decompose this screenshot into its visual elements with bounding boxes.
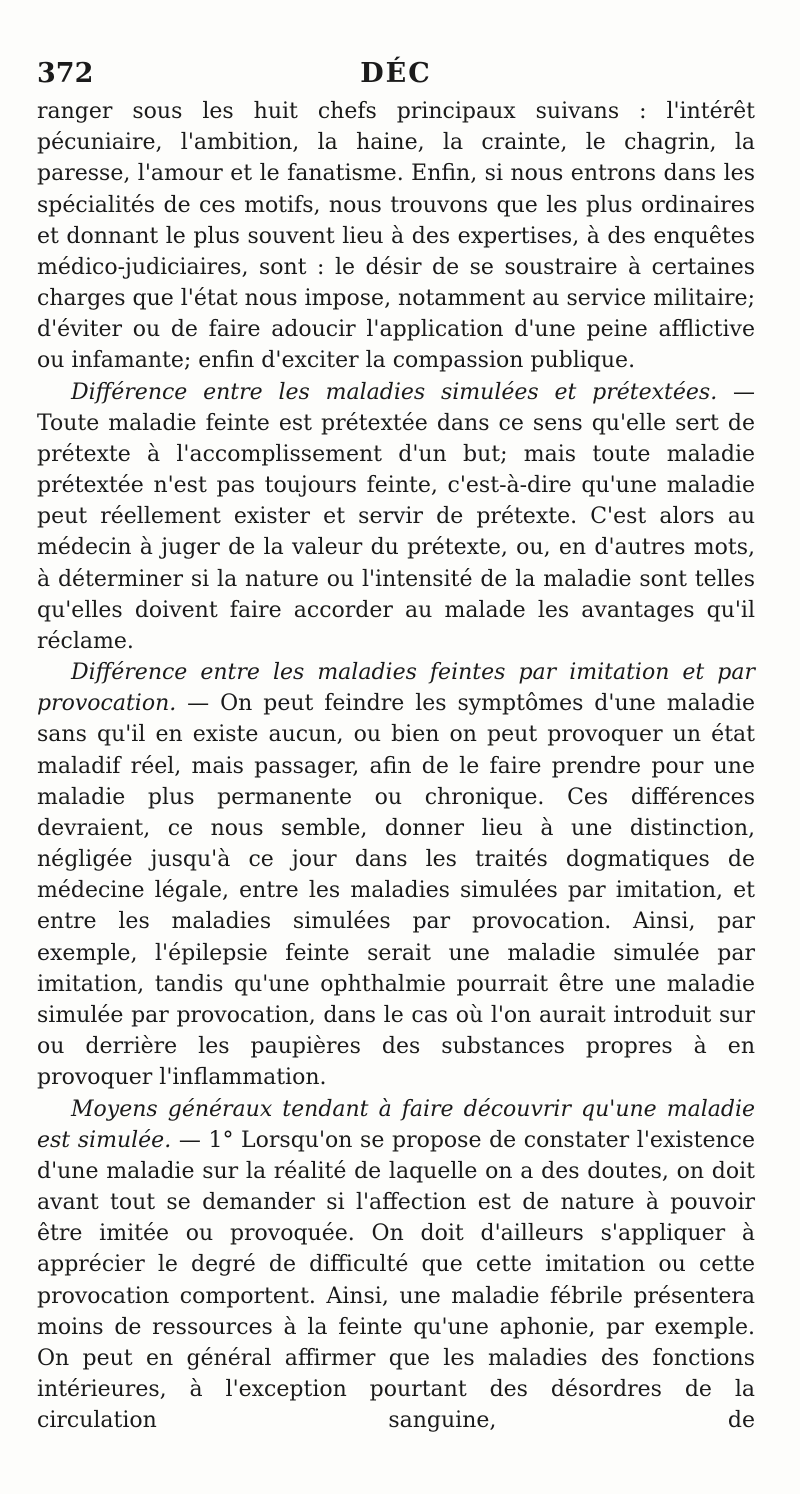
paragraph-heading: Différence entre les maladies simulées et prétextées. [71,379,718,405]
paragraph-continuation [37,96,755,377]
paragraph-heading: Moyens généraux tendant à faire découvrir qu'une maladie est simulée. [37,1096,755,1153]
paragraph-heading: Différence entre les maladies feintes par imitation et par provocation. [37,660,755,717]
paragraph-text: — 1° Lorsqu'on se propose de constater l'existence d'une maladie sur la réalité de laquelle on a des doutes, on doit avant tout se demander si l'affection est de nature à pouvoir être imitée ou provoquée. On doit d'ailleurs s'appliquer à apprécier le degré de difficulté que cette imitation ou cette provocation comportent. Ainsi, une maladie fébrile présentera moins de ressources à la feinte qu'une aphonie, par exemple. On peut en général affirmer que les maladies des fonctions intérieures, à l'exception pourtant des désordres de la circulation sanguine, de [37,1127,755,1434]
page-number: 372 [37,58,94,89]
page-header [37,58,755,96]
body-text [37,96,755,1436]
paragraph-simulees-pretextees [37,377,755,658]
paragraph-text: — Toute maladie feinte est prétextée dans ce sens qu'elle sert de prétexte à l'accomplissement d'un but; mais toute maladie prétextée n'est pas toujours feinte, c'est-à-dire qu'une maladie peut réellement exister et servir de prétexte. C'est alors au médecin à juger de la valeur du prétexte, ou, en d'autres mots, à déterminer si la nature ou l'intensité de la maladie sont telles qu'elles doivent faire accorder au malade les avantages qu'il réclame. [37,379,755,654]
paragraph-moyens-generaux [37,1094,755,1437]
paragraph-text: ranger sous les huit chefs principaux suivans : l'intérêt pécuniaire, l'ambition, la haine, la crainte, le chagrin, la paresse, l'amour et le fanatisme. Enfin, si nous entrons dans les spécialités de ces motifs, nous trouvons que les plus ordinaires et donnant le plus souvent lieu à des expertises, à des enquêtes médico-judiciaires, sont : le désir de se soustraire à certaines charges que l'état nous impose, notamment au service militaire; d'éviter ou de faire adoucir l'application d'une peine afflictive ou infamante; enfin d'exciter la compassion publique. [37,99,755,374]
paragraph-text: — On peut feindre les symptômes d'une maladie sans qu'il en existe aucun, ou bien on peut provoquer un état maladif réel, mais passager, afin de le faire prendre pour une maladie plus permanente ou chronique. Ces différences devraient, ce nous semble, donner lieu à une distinction, négligée jusqu'à ce jour dans les traités dogmatiques de médecine légale, entre les maladies simulées par imitation, et entre les maladies simulées par provocation. Ainsi, par exemple, l'épilepsie feinte serait une maladie simulée par imitation, tandis qu'une ophthalmie pourrait être une maladie simulée par provocation, dans le cas où l'on aurait introduit sur ou derrière les paupières des substances propres à en provoquer l'inflammation. [37,691,755,1091]
running-head: DÉC [360,58,432,89]
paragraph-imitation-provocation [37,657,755,1093]
